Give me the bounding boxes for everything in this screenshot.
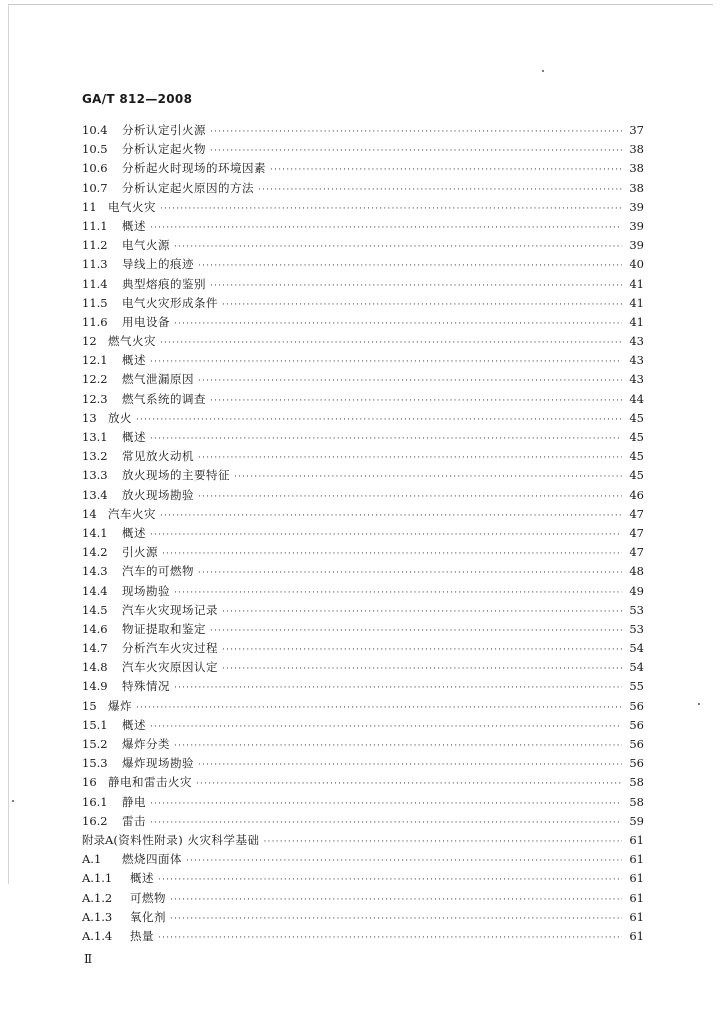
toc-entry (82, 525, 644, 544)
toc-entry-number: 11.5 (82, 295, 108, 310)
dot-leader (150, 530, 622, 540)
toc-entry-page: 39 (629, 238, 644, 253)
toc-entry-title: 电气火灾 (108, 199, 156, 214)
toc-entry-number: 14.1 (82, 525, 108, 540)
toc-entry-number: 12 (82, 334, 97, 349)
toc-entry (82, 333, 644, 352)
toc-entry-page: 39 (629, 218, 644, 233)
toc-entry-title: 分析汽车火灾过程 (122, 641, 218, 656)
toc-entry-title: 燃气火灾 (108, 334, 156, 349)
scan-left-edge (8, 4, 9, 884)
toc-entry-number: 14.3 (82, 564, 108, 579)
toc-entry-number: 13.3 (82, 468, 108, 483)
toc-entry-number: 16 (82, 775, 97, 790)
toc-entry (82, 890, 644, 909)
dot-leader (198, 453, 622, 463)
toc-entry (82, 371, 644, 390)
dot-leader (174, 683, 622, 693)
toc-entry-title: 氧化剂 (130, 909, 166, 924)
toc-entry-number: 11.1 (82, 218, 108, 233)
toc-entry-page: 47 (629, 506, 644, 521)
toc-entry-page: 54 (629, 641, 644, 656)
toc-entry-page: 38 (629, 161, 644, 176)
toc-entry-title: 热量 (130, 928, 154, 943)
toc-entry-title: 分析认定起火物 (122, 142, 206, 157)
toc-entry (82, 352, 644, 371)
toc-entry-number: 16.1 (82, 794, 108, 809)
toc-entry-number: 11.6 (82, 314, 108, 329)
toc-entry-title: 导线上的痕迹 (122, 257, 194, 272)
toc-entry-number: 10.5 (82, 142, 108, 157)
toc-entry (82, 256, 644, 275)
toc-entry-number: 14.6 (82, 621, 108, 636)
toc-entry (82, 755, 644, 774)
toc-entry (82, 678, 644, 697)
toc-entry (82, 199, 644, 218)
toc-entry-page: 58 (629, 794, 644, 809)
toc-entry-page: 45 (629, 430, 644, 444)
document-header: GA/T 812—2008 (82, 92, 193, 106)
dot-leader (186, 856, 622, 866)
toc-entry (82, 506, 644, 525)
toc-entry-page: 61 (629, 890, 644, 905)
toc-entry-title: 电气火源 (122, 238, 170, 253)
toc-entry-title: 放火现场的主要特征 (122, 468, 230, 483)
dot-leader (150, 722, 622, 732)
toc-entry-number: 15.2 (82, 737, 108, 751)
scan-speck (542, 70, 544, 72)
toc-entry-title: 特殊情况 (122, 679, 170, 694)
toc-entry-number: 14.2 (82, 545, 108, 560)
toc-entry-title: 静电 (122, 794, 146, 809)
scan-speck (698, 703, 700, 705)
toc-entry-page: 43 (629, 372, 644, 387)
toc-entry-number: 12.2 (82, 372, 108, 387)
toc-entry (82, 295, 644, 314)
toc-entry-number: 15.3 (82, 756, 108, 771)
toc-entry-number: 14.5 (82, 602, 108, 617)
toc-entry-title: 爆炸分类 (122, 737, 170, 751)
toc-entry-page: 46 (629, 487, 644, 502)
dot-leader (150, 799, 622, 809)
toc-entry (82, 736, 644, 755)
toc-entry-number: 10.7 (82, 180, 108, 195)
dot-leader (150, 223, 622, 233)
toc-entry (82, 832, 644, 851)
dot-leader (162, 549, 622, 559)
dot-leader (198, 261, 622, 271)
toc-entry (82, 237, 644, 256)
dot-leader (222, 645, 622, 655)
toc-entry-number: 11.4 (82, 276, 108, 291)
scan-top-edge (8, 4, 713, 5)
toc-entry-number: A.1.3 (82, 909, 113, 924)
dot-leader (198, 760, 622, 770)
toc-entry (82, 429, 644, 448)
dot-leader (270, 165, 622, 175)
toc-entry-page: 40 (629, 257, 644, 272)
toc-entry-title: 概述 (122, 218, 146, 233)
toc-entry-title: 分析认定起火原因的方法 (122, 180, 254, 195)
toc-entry-title: 可燃物 (130, 890, 166, 905)
toc-entry-title: 现场勘验 (122, 583, 170, 598)
toc-entry-title: 分析认定引火源 (122, 123, 206, 137)
toc-entry-page: 61 (629, 852, 644, 867)
dot-leader (263, 837, 622, 847)
toc-entry-title: 概述 (122, 353, 146, 368)
toc-entry-page: 56 (629, 698, 644, 713)
toc-entry-title: 常见放火动机 (122, 449, 194, 464)
toc-entry (82, 122, 644, 141)
toc-entry (82, 583, 644, 602)
toc-entry-title: 概述 (122, 717, 146, 732)
dot-leader (210, 146, 622, 156)
toc-entry (82, 909, 644, 928)
toc-entry-page: 38 (629, 180, 644, 195)
toc-entry-page: 43 (629, 334, 644, 349)
dot-leader (158, 933, 622, 943)
toc-entry-page: 59 (629, 813, 644, 828)
toc-entry-title: 燃烧四面体 (122, 852, 182, 867)
toc-entry (82, 410, 644, 429)
toc-entry-page: 47 (629, 525, 644, 540)
dot-leader (222, 664, 622, 674)
dot-leader (160, 204, 622, 214)
toc-entry-title: (资料性附录) 火灾科学基础 (113, 832, 260, 847)
toc-entry-page: 41 (629, 276, 644, 291)
toc-entry (82, 218, 644, 237)
table-of-contents (82, 122, 644, 947)
toc-entry-title: 概述 (122, 525, 146, 540)
toc-entry-title: 电气火灾形成条件 (122, 295, 218, 310)
dot-leader (210, 626, 622, 636)
dot-leader (158, 875, 622, 885)
toc-entry-number: 13.4 (82, 487, 108, 502)
toc-entry (82, 851, 644, 870)
toc-entry-number: 10.4 (82, 123, 108, 137)
toc-entry (82, 314, 644, 333)
toc-entry-number: 12.1 (82, 353, 108, 368)
dot-leader (150, 357, 622, 367)
toc-entry-number: 13.1 (82, 430, 108, 444)
toc-entry-title: 燃气系统的调查 (122, 391, 206, 406)
toc-entry-page: 38 (629, 142, 644, 157)
dot-leader (210, 127, 622, 137)
toc-entry-page: 44 (629, 391, 644, 406)
toc-entry-title: 雷击 (122, 813, 146, 828)
dot-leader (160, 511, 622, 521)
toc-entry-page: 48 (629, 564, 644, 579)
toc-entry-number: 13.2 (82, 449, 108, 464)
toc-entry (82, 640, 644, 659)
toc-entry (82, 659, 644, 678)
toc-entry-title: 爆炸现场勘验 (122, 756, 194, 771)
dot-leader (150, 818, 622, 828)
toc-entry (82, 544, 644, 563)
toc-entry-number: 14.9 (82, 679, 108, 694)
toc-entry-number: 15.1 (82, 717, 108, 732)
dot-leader (210, 396, 622, 406)
dot-leader (174, 319, 622, 329)
toc-entry (82, 794, 644, 813)
page-number: Ⅱ (84, 952, 93, 966)
toc-entry-title: 放火 (108, 410, 132, 425)
toc-entry-page: 43 (629, 353, 644, 368)
toc-entry-page: 53 (629, 621, 644, 636)
toc-entry-title: 汽车火灾原因认定 (122, 660, 218, 675)
toc-entry-title: 爆炸 (108, 698, 132, 713)
toc-entry-page: 41 (629, 295, 644, 310)
toc-entry-number: 16.2 (82, 813, 108, 828)
dot-leader (170, 914, 622, 924)
toc-entry (82, 621, 644, 640)
toc-entry-number: 14.4 (82, 583, 108, 598)
dot-leader (258, 185, 622, 195)
toc-entry-page: 37 (629, 123, 644, 137)
toc-entry (82, 391, 644, 410)
dot-leader (174, 242, 622, 252)
dot-leader (210, 281, 622, 291)
toc-entry-page: 45 (629, 449, 644, 464)
toc-entry (82, 141, 644, 160)
toc-entry-number: 14.8 (82, 660, 108, 675)
toc-entry (82, 870, 644, 889)
toc-entry-title: 放火现场勘验 (122, 487, 194, 502)
toc-entry-page: 49 (629, 583, 644, 598)
toc-entry-title: 分析起火时现场的环境因素 (122, 161, 266, 176)
dot-leader (196, 779, 622, 789)
toc-entry (82, 717, 644, 736)
dot-leader (160, 338, 622, 348)
dot-leader (174, 588, 622, 598)
dot-leader (136, 703, 622, 713)
toc-entry-number: 11 (82, 199, 97, 214)
toc-entry-page: 61 (629, 871, 644, 886)
toc-entry-page: 45 (629, 468, 644, 483)
toc-entry-page: 61 (629, 909, 644, 924)
toc-entry-page: 56 (629, 737, 644, 751)
toc-entry-number: 11.2 (82, 238, 108, 253)
toc-entry (82, 448, 644, 467)
toc-entry-title: 物证提取和鉴定 (122, 621, 206, 636)
toc-entry-title: 汽车火灾现场记录 (122, 602, 218, 617)
toc-entry-title: 概述 (130, 871, 154, 886)
toc-entry-title: 用电设备 (122, 314, 170, 329)
toc-entry-title: 燃气泄漏原因 (122, 372, 194, 387)
toc-entry (82, 602, 644, 621)
toc-entry-number: 10.6 (82, 161, 108, 176)
dot-leader (150, 434, 622, 444)
toc-entry-page: 39 (629, 199, 644, 214)
toc-entry-page: 61 (629, 928, 644, 943)
toc-entry (82, 563, 644, 582)
toc-entry (82, 160, 644, 179)
toc-entry-number: 14 (82, 506, 97, 521)
toc-entry-number: 11.3 (82, 257, 108, 272)
toc-entry-page: 58 (629, 775, 644, 790)
dot-leader (198, 376, 622, 386)
toc-entry-page: 45 (629, 410, 644, 425)
dot-leader (136, 415, 622, 425)
toc-entry-page: 61 (629, 832, 644, 847)
toc-entry (82, 467, 644, 486)
toc-entry (82, 698, 644, 717)
toc-entry (82, 813, 644, 832)
toc-entry-page: 55 (629, 679, 644, 694)
toc-entry-title: 典型熔痕的鉴别 (122, 276, 206, 291)
dot-leader (174, 741, 622, 751)
toc-entry (82, 276, 644, 295)
toc-entry-number: A.1 (82, 852, 102, 867)
toc-entry-page: 41 (629, 314, 644, 329)
toc-entry (82, 487, 644, 506)
toc-entry-number: A.1.2 (82, 890, 113, 905)
toc-entry-page: 56 (629, 717, 644, 732)
toc-entry-page: 53 (629, 602, 644, 617)
toc-entry-title: 汽车的可燃物 (122, 564, 194, 579)
dot-leader (170, 895, 622, 905)
toc-entry-number: 13 (82, 410, 97, 425)
toc-entry-page: 54 (629, 660, 644, 675)
toc-entry-title: 概述 (122, 430, 146, 444)
toc-entry (82, 180, 644, 199)
dot-leader (222, 300, 622, 310)
dot-leader (198, 568, 622, 578)
toc-entry-number: 14.7 (82, 641, 108, 656)
toc-entry-number: A.1.1 (82, 871, 113, 886)
toc-entry-number: 15 (82, 698, 97, 713)
toc-entry (82, 774, 644, 793)
toc-entry-title: 静电和雷击火灾 (108, 775, 192, 790)
toc-entry-page: 47 (629, 545, 644, 560)
dot-leader (198, 492, 622, 502)
toc-entry-number: 附录A (82, 832, 114, 847)
toc-entry-number: 12.3 (82, 391, 108, 406)
dot-leader (222, 607, 622, 617)
toc-entry-page: 56 (629, 756, 644, 771)
toc-entry-title: 汽车火灾 (108, 506, 156, 521)
toc-entry-number: A.1.4 (82, 928, 113, 943)
toc-entry-title: 引火源 (122, 545, 158, 560)
toc-entry (82, 928, 644, 947)
scan-speck (12, 800, 14, 802)
dot-leader (234, 472, 622, 482)
